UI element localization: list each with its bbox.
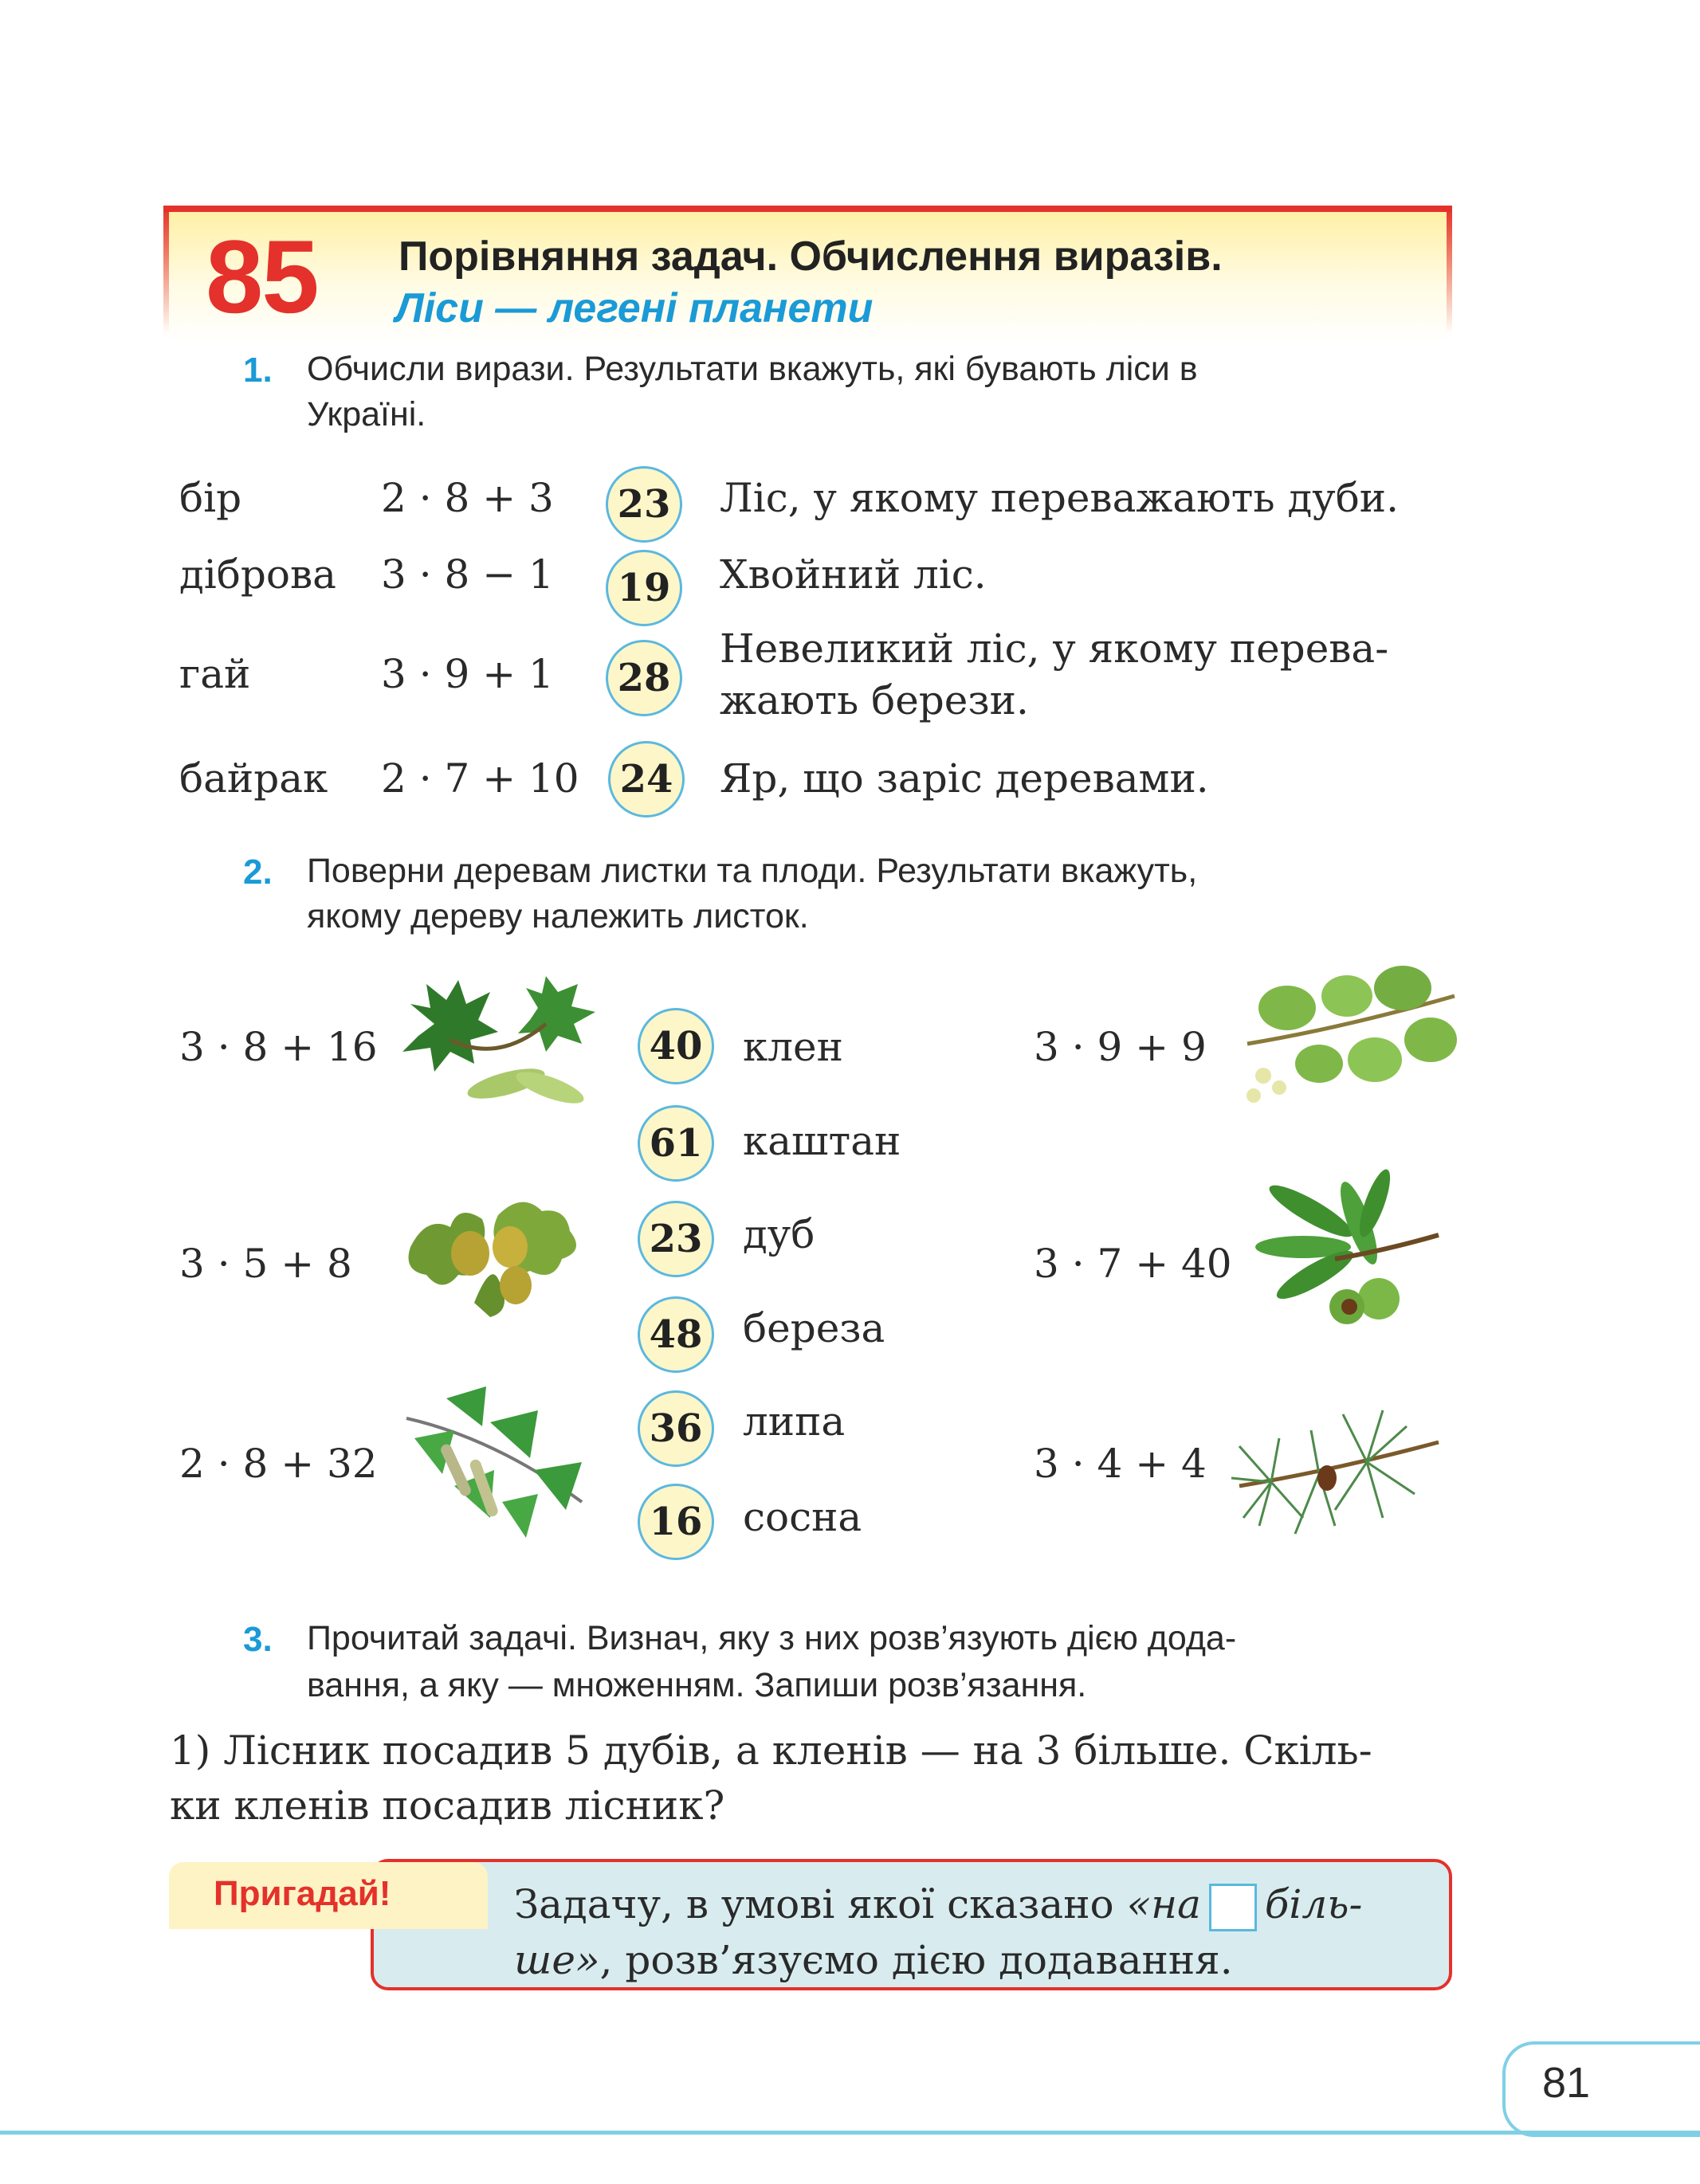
task1-prompt-line1: Обчисли вирази. Результати вкажуть, які бувають ліси в — [307, 350, 1198, 388]
tree-name: береза — [743, 1305, 885, 1351]
bottom-rule — [0, 2131, 1700, 2135]
task2-prompt-line2: якому дереву належить листок. — [307, 897, 809, 935]
task1-desc: Хвойний ліс. — [720, 551, 987, 598]
chestnut-leaf-icon — [1247, 1187, 1447, 1331]
tree-name: дуб — [743, 1211, 815, 1257]
task1-desc: Ліс, у якому переважають дуби. — [720, 475, 1400, 521]
task3-prompt-line2: вання, а яку — множенням. Запиши розв’язання. — [307, 1666, 1087, 1704]
answer-badge: 23 — [638, 1201, 714, 1277]
tree-name: сосна — [743, 1494, 862, 1540]
linden-leaf-icon — [1231, 964, 1459, 1116]
tree-name: клен — [743, 1024, 843, 1070]
task1-number: 1. — [243, 351, 273, 390]
task2-expr: 3 · 8 + 16 — [179, 1024, 378, 1070]
answer-badge: 28 — [606, 640, 682, 716]
task1-desc-line2: жають берези. — [720, 677, 1029, 723]
task1-word: гай — [179, 651, 251, 697]
lesson-subtitle: Ліси — легені планети — [395, 285, 874, 331]
task2-expr: 3 · 5 + 8 — [179, 1241, 352, 1287]
task2-expr: 3 · 7 + 40 — [1034, 1241, 1232, 1287]
task3-prompt-line1: Прочитай задачі. Визнач, яку з них розв’язують дією дода- — [307, 1619, 1237, 1657]
answer-badge: 61 — [638, 1105, 714, 1182]
remember-text-part: Задачу, в умові якої сказано — [514, 1881, 1127, 1927]
remember-text-emph: «на — [1126, 1881, 1201, 1927]
answer-badge: 40 — [638, 1008, 714, 1084]
pine-branch-icon — [1223, 1398, 1447, 1558]
answer-badge: 16 — [638, 1484, 714, 1560]
task2-expr: 3 · 9 + 9 — [1034, 1024, 1207, 1070]
task1-desc: Яр, що заріс деревами. — [720, 755, 1209, 802]
remember-text-emph: біль- — [1264, 1881, 1363, 1927]
task1-expr: 3 · 8 − 1 — [381, 551, 554, 598]
header-left-edge — [163, 206, 169, 333]
answer-badge: 24 — [608, 741, 685, 818]
task2-number: 2. — [243, 853, 273, 892]
page-number: 81 — [1542, 2059, 1591, 2107]
task1-expr: 3 · 9 + 1 — [381, 651, 554, 697]
remember-text-emph: ше» — [514, 1937, 600, 1983]
header-right-edge — [1447, 206, 1452, 333]
task1-expr: 2 · 8 + 3 — [381, 475, 554, 521]
lesson-title: Порівняння задач. Обчислення виразів. — [398, 233, 1223, 280]
answer-badge: 48 — [638, 1296, 714, 1373]
maple-leaf-icon — [387, 976, 602, 1112]
task1-word: діброва — [179, 551, 336, 598]
blank-box[interactable] — [1209, 1884, 1257, 1931]
problem-line1: 1) Лісник посадив 5 дубів, а кленів — на 3 більше. Скіль- — [170, 1727, 1372, 1774]
task2-expr: 2 · 8 + 32 — [179, 1441, 378, 1487]
remember-text — [514, 1876, 1439, 1988]
tree-name: каштан — [743, 1118, 901, 1164]
task1-word: бір — [179, 475, 242, 521]
task1-desc-line1: Невеликий ліс, у якому перева- — [720, 625, 1389, 672]
answer-badge: 23 — [606, 466, 682, 543]
task2-expr: 3 · 4 + 4 — [1034, 1441, 1207, 1487]
tree-name: липа — [743, 1398, 846, 1445]
lesson-number: 85 — [206, 218, 318, 335]
birch-leaf-icon — [398, 1382, 594, 1542]
oak-leaf-icon — [395, 1191, 586, 1319]
task1-prompt-line2: Україні. — [307, 395, 426, 433]
remember-label: Пригадай! — [214, 1874, 391, 1913]
problem-line2: ки кленів посадив лісник? — [170, 1782, 725, 1829]
task1-word: байрак — [179, 755, 328, 802]
task3-number: 3. — [243, 1620, 273, 1659]
answer-badge: 36 — [638, 1390, 714, 1467]
task2-prompt-line1: Поверни деревам листки та плоди. Результати вкажуть, — [307, 852, 1198, 890]
remember-text-part: , розв’язуємо дією додавання. — [599, 1937, 1233, 1983]
answer-badge: 19 — [606, 550, 682, 626]
page-number-tab — [1502, 2041, 1700, 2137]
task1-expr: 2 · 7 + 10 — [381, 755, 579, 802]
